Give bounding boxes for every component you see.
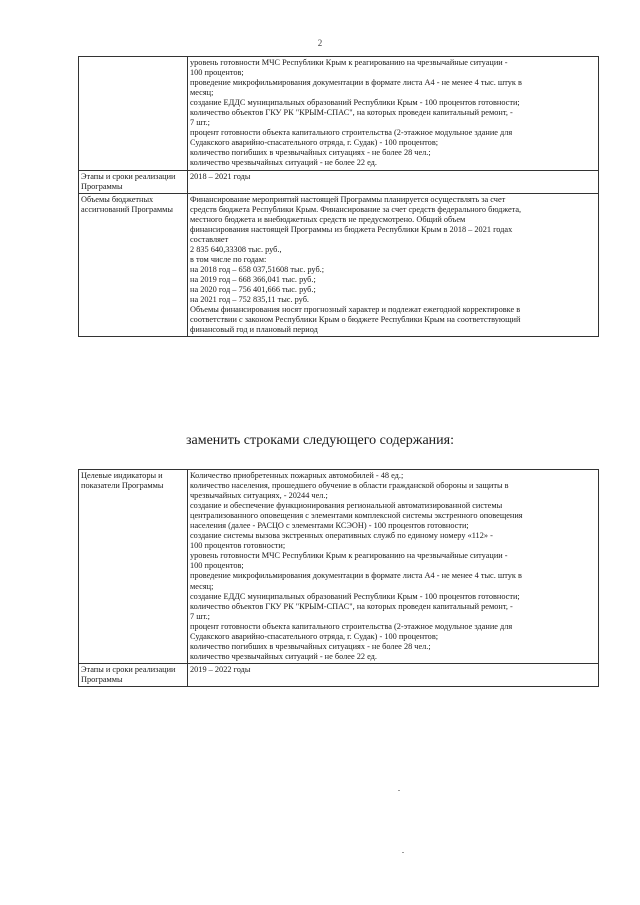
text-line: населения (далее - РАСЦО с элементами КСЭОН) - 100 процентов готовности; [190,521,469,531]
text-line: месяц; [190,581,214,591]
text-line: количество погибших в чрезвычайных ситуациях - не более 28 чел.; [190,641,431,651]
text-line: Судакского аварийно-спасательного отряда, г. Судак) - 100 процентов; [190,138,439,148]
text-line: создание ЕДДС муниципальных образований Республики Крым - 100 процентов готовности; [190,98,520,108]
scan-speck [402,852,404,853]
text-line: создание ЕДДС муниципальных образований Республики Крым - 100 процентов готовности; [190,591,520,601]
text-line: 100 процентов; [190,561,244,571]
passport-table-old [78,56,599,337]
text-line: централизованного оповещения с элементами комплексной системы экстренного оповещения [190,511,523,521]
table-row [79,170,599,193]
text-line: Финансирование мероприятий настоящей Программы планируется осуществлять за счет [190,194,506,204]
text-line: процент готовности объекта капитального строительства (2-этажное модульное здание для [190,128,513,138]
text-line: местного бюджета и внебюджетных средств не предусмотрено. Общий объем [190,214,466,224]
text-line: на 2018 год – 658 037,51608 тыс. руб.; [190,264,325,274]
text-line: 7 шт.; [190,118,210,128]
text-line: Объемы финансирования носят прогнозный характер и подлежат ежегодной корректировке в [190,305,521,315]
text-line: проведение микрофильмирования документации в формате листа А4 - не менее 4 тыс. штук в [190,571,522,581]
text-line: средств бюджета Республики Крым. Финансирование за счет средств федерального бюджета, [190,204,522,214]
text-line: уровень готовности МЧС Республики Крым к реагированию на чрезвычайные ситуации - [190,58,508,67]
text-line: количество чрезвычайных ситуаций - не более 22 ед. [190,158,377,168]
row-value [188,193,599,337]
text-line: финансирования настоящей Программы из бюджета Республики Крым в 2018 – 2021 годах [190,224,513,234]
row-label: Целевые индикаторы и показатели Программы [79,470,188,664]
text-line: количество объектов ГКУ РК "КРЫМ-СПАС", на которых проведен капитальный ремонт, - [190,108,513,118]
text-line: 100 процентов готовности; [190,541,286,551]
text-line: создание системы вызова экстренных оперативных служб по единому номеру «112» - [190,531,493,541]
text-line: проведение микрофильмирования документации в формате листа А4 - не менее 4 тыс. штук в [190,78,522,88]
text-line: составляет [190,234,229,244]
text-line: процент готовности объекта капитального строительства (2-этажное модульное здание для [190,621,513,631]
row-value [188,470,599,664]
table-row [79,470,599,664]
text-line: на 2020 год – 756 401,666 тыс. руб.; [190,285,316,295]
row-label: Этапы и сроки реализации Программы [79,170,188,193]
text-line: 7 шт.; [190,611,210,621]
text-line: соответствии с законом Республики Крым о бюджете Республики Крым на соответствующий [190,315,521,325]
text-line: количество населения, прошедшего обучение в области гражданской обороны и защиты в [190,481,509,491]
text-line: 2018 – 2021 годы [190,171,251,181]
text-line: на 2021 год – 752 835,11 тыс. руб. [190,295,309,305]
text-line: на 2019 год – 668 366,041 тыс. руб.; [190,274,316,284]
passport-table-new [78,469,599,687]
text-line: Судакского аварийно-спасательного отряда, г. Судак) - 100 процентов; [190,631,439,641]
table-row [79,193,599,337]
row-value [188,663,599,686]
text-line: количество погибших в чрезвычайных ситуациях - не более 28 чел.; [190,148,431,158]
text-line: количество чрезвычайных ситуаций - не более 22 ед. [190,651,377,661]
text-line: месяц; [190,88,214,98]
row-label: Этапы и сроки реализации Программы [79,663,188,686]
table-row [79,663,599,686]
text-line: финансовый год и плановый период [190,325,318,335]
row-label [79,57,188,171]
replace-instruction: заменить строками следующего содержания: [185,433,454,448]
text-line: Количество приобретенных пожарных автомобилей - 48 ед.; [190,471,404,480]
text-line: 2019 – 2022 годы [190,664,251,674]
text-line: чрезвычайных ситуациях, - 20244 чел.; [190,491,328,501]
text-line: создание и обеспечение функционирования региональной автоматизированной системы [190,501,503,511]
page-number: 2 [317,38,323,48]
row-label: Объемы бюджетных ассигнований Программы [79,193,188,337]
text-line: уровень готовности МЧС Республики Крым к реагированию на чрезвычайные ситуации - [190,551,508,561]
text-line: 2 835 640,33308 тыс. руб., [190,244,282,254]
scan-speck [398,790,400,791]
row-value [188,57,599,171]
table-row [79,57,599,171]
text-line: 100 процентов; [190,68,244,78]
row-value [188,170,599,193]
text-line: в том числе по годам: [190,254,267,264]
text-line: количество объектов ГКУ РК "КРЫМ-СПАС", на которых проведен капитальный ремонт, - [190,601,513,611]
